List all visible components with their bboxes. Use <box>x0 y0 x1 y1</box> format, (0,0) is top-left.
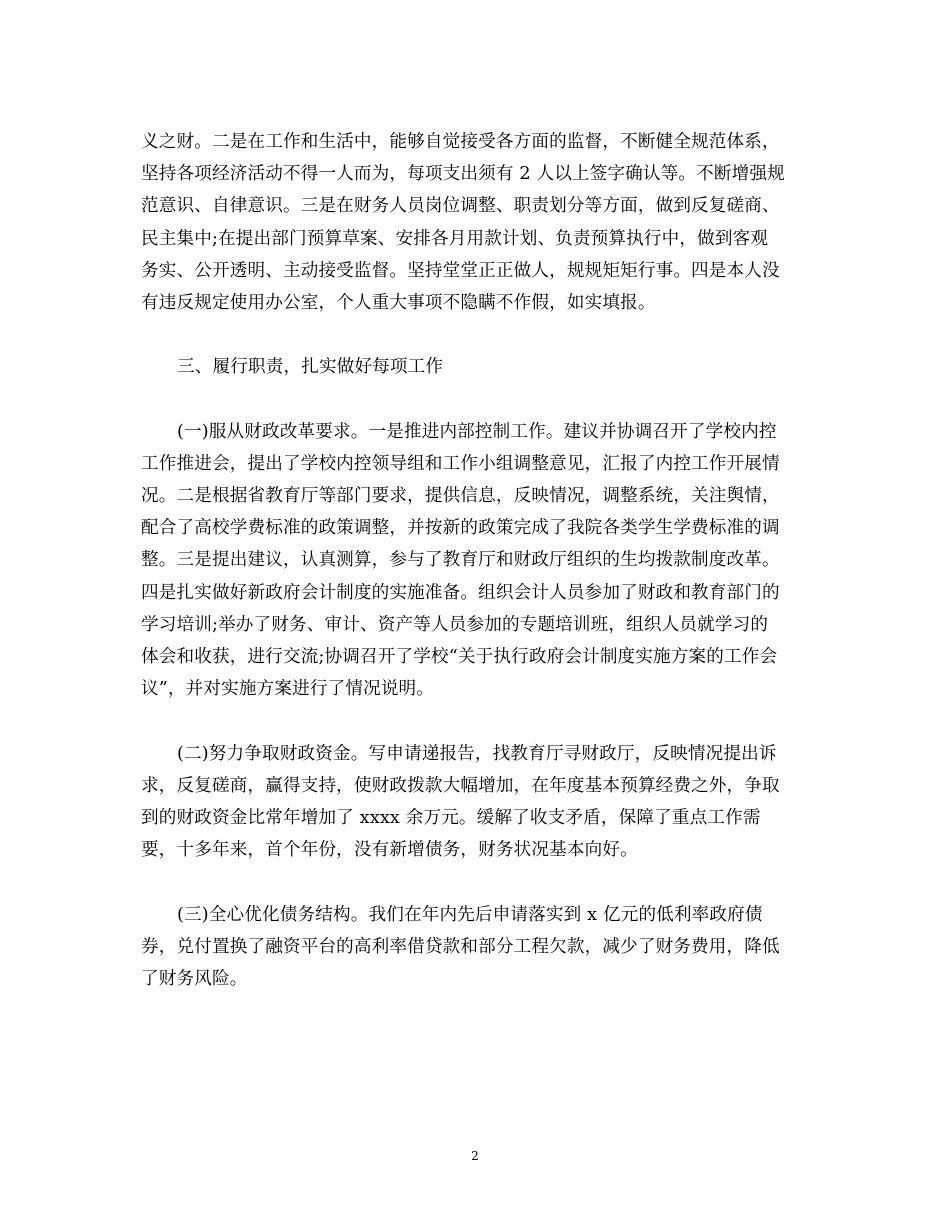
text-line: 学习培训;举办了财务、审计、资产等人员参加的专题培训班，组织人员就学习的 <box>141 614 769 635</box>
text-line: (三)全心优化债务结构。我们在年内先后申请落实到 x 亿元的低利率政府债 <box>177 904 763 925</box>
section-heading <box>141 351 809 383</box>
text-line: 了财务风险。 <box>141 968 248 989</box>
text-line: 义之财。二是在工作和生活中，能够自觉接受各方面的监督，不断健全规范体系， <box>141 132 780 152</box>
paragraph-gap <box>141 705 809 737</box>
text-line: 范意识、自律意识。三是在财务人员岗位调整、职责划分等方面，做到反复磋商、 <box>141 196 780 217</box>
paragraph <box>141 126 809 319</box>
text-line: 配合了高校学费标准的政策调整，并按新的政策完成了我院各类学生学费标准的调 <box>141 518 780 539</box>
paragraph-gap <box>141 866 809 898</box>
text-line: 券，兑付置换了融资平台的高利率借贷款和部分工程欠款，减少了财务费用，降低 <box>141 936 780 957</box>
text-line: 求，反复磋商，赢得支持，使财政拨款大幅增加，在年度基本预算经费之外，争取 <box>141 775 780 796</box>
text-line: 三、履行职责，扎实做好每项工作 <box>177 357 444 378</box>
text-line: 况。二是根据省教育厅等部门要求，提供信息，反映情况，调整系统，关注舆情， <box>141 486 780 507</box>
text-line: 务实、公开透明、主动接受监督。坚持堂堂正正做人，规规矩矩行事。四是本人没 <box>141 260 780 281</box>
text-line: 四是扎实做好新政府会计制度的实施准备。组织会计人员参加了财政和教育部门的 <box>141 582 780 603</box>
text-line: 议”，并对实施方案进行了情况说明。 <box>141 679 435 700</box>
paragraph-gap <box>141 384 809 416</box>
paragraph <box>141 899 809 996</box>
text-line: 工作推进会，提出了学校内控领导组和工作小组调整意见，汇报了内控工作开展情 <box>141 453 780 474</box>
document-body <box>141 126 809 995</box>
text-line: 有违反规定使用办公室，个人重大事项不隐瞒不作假，如实填报。 <box>141 292 656 313</box>
text-line: 体会和收获，进行交流;协调召开了学校“关于执行政府会计制度实施方案的工作会 <box>141 647 778 667</box>
paragraph-gap <box>141 319 809 351</box>
text-line: (一)服从财政改革要求。一是推进内部控制工作。建议并协调召开了学校内控 <box>177 421 777 442</box>
page-number: 2 <box>471 1149 479 1163</box>
text-line: 整。三是提出建议，认真测算，参与了教育厅和财政厅组织的生均拨款制度改革。 <box>141 550 780 571</box>
text-line: 坚持各项经济活动不得一人而为，每项支出须有 2 人以上签字确认等。不断增强规 <box>141 164 785 185</box>
text-line: 到的财政资金比常年增加了 xxxx 余万元。缓解了收支矛盾，保障了重点工作需 <box>141 807 761 828</box>
paragraph <box>141 416 809 706</box>
text-line: (二)努力争取财政资金。写申请递报告，找教育厅寻财政厅，反映情况提出诉 <box>177 743 777 764</box>
text-line: 民主集中;在提出部门预算草案、安排各月用款计划、负责预算执行中，做到客观 <box>141 228 769 249</box>
text-line: 要，十多年来，首个年份，没有新增债务，财务状况基本向好。 <box>141 840 638 861</box>
paragraph <box>141 738 809 867</box>
